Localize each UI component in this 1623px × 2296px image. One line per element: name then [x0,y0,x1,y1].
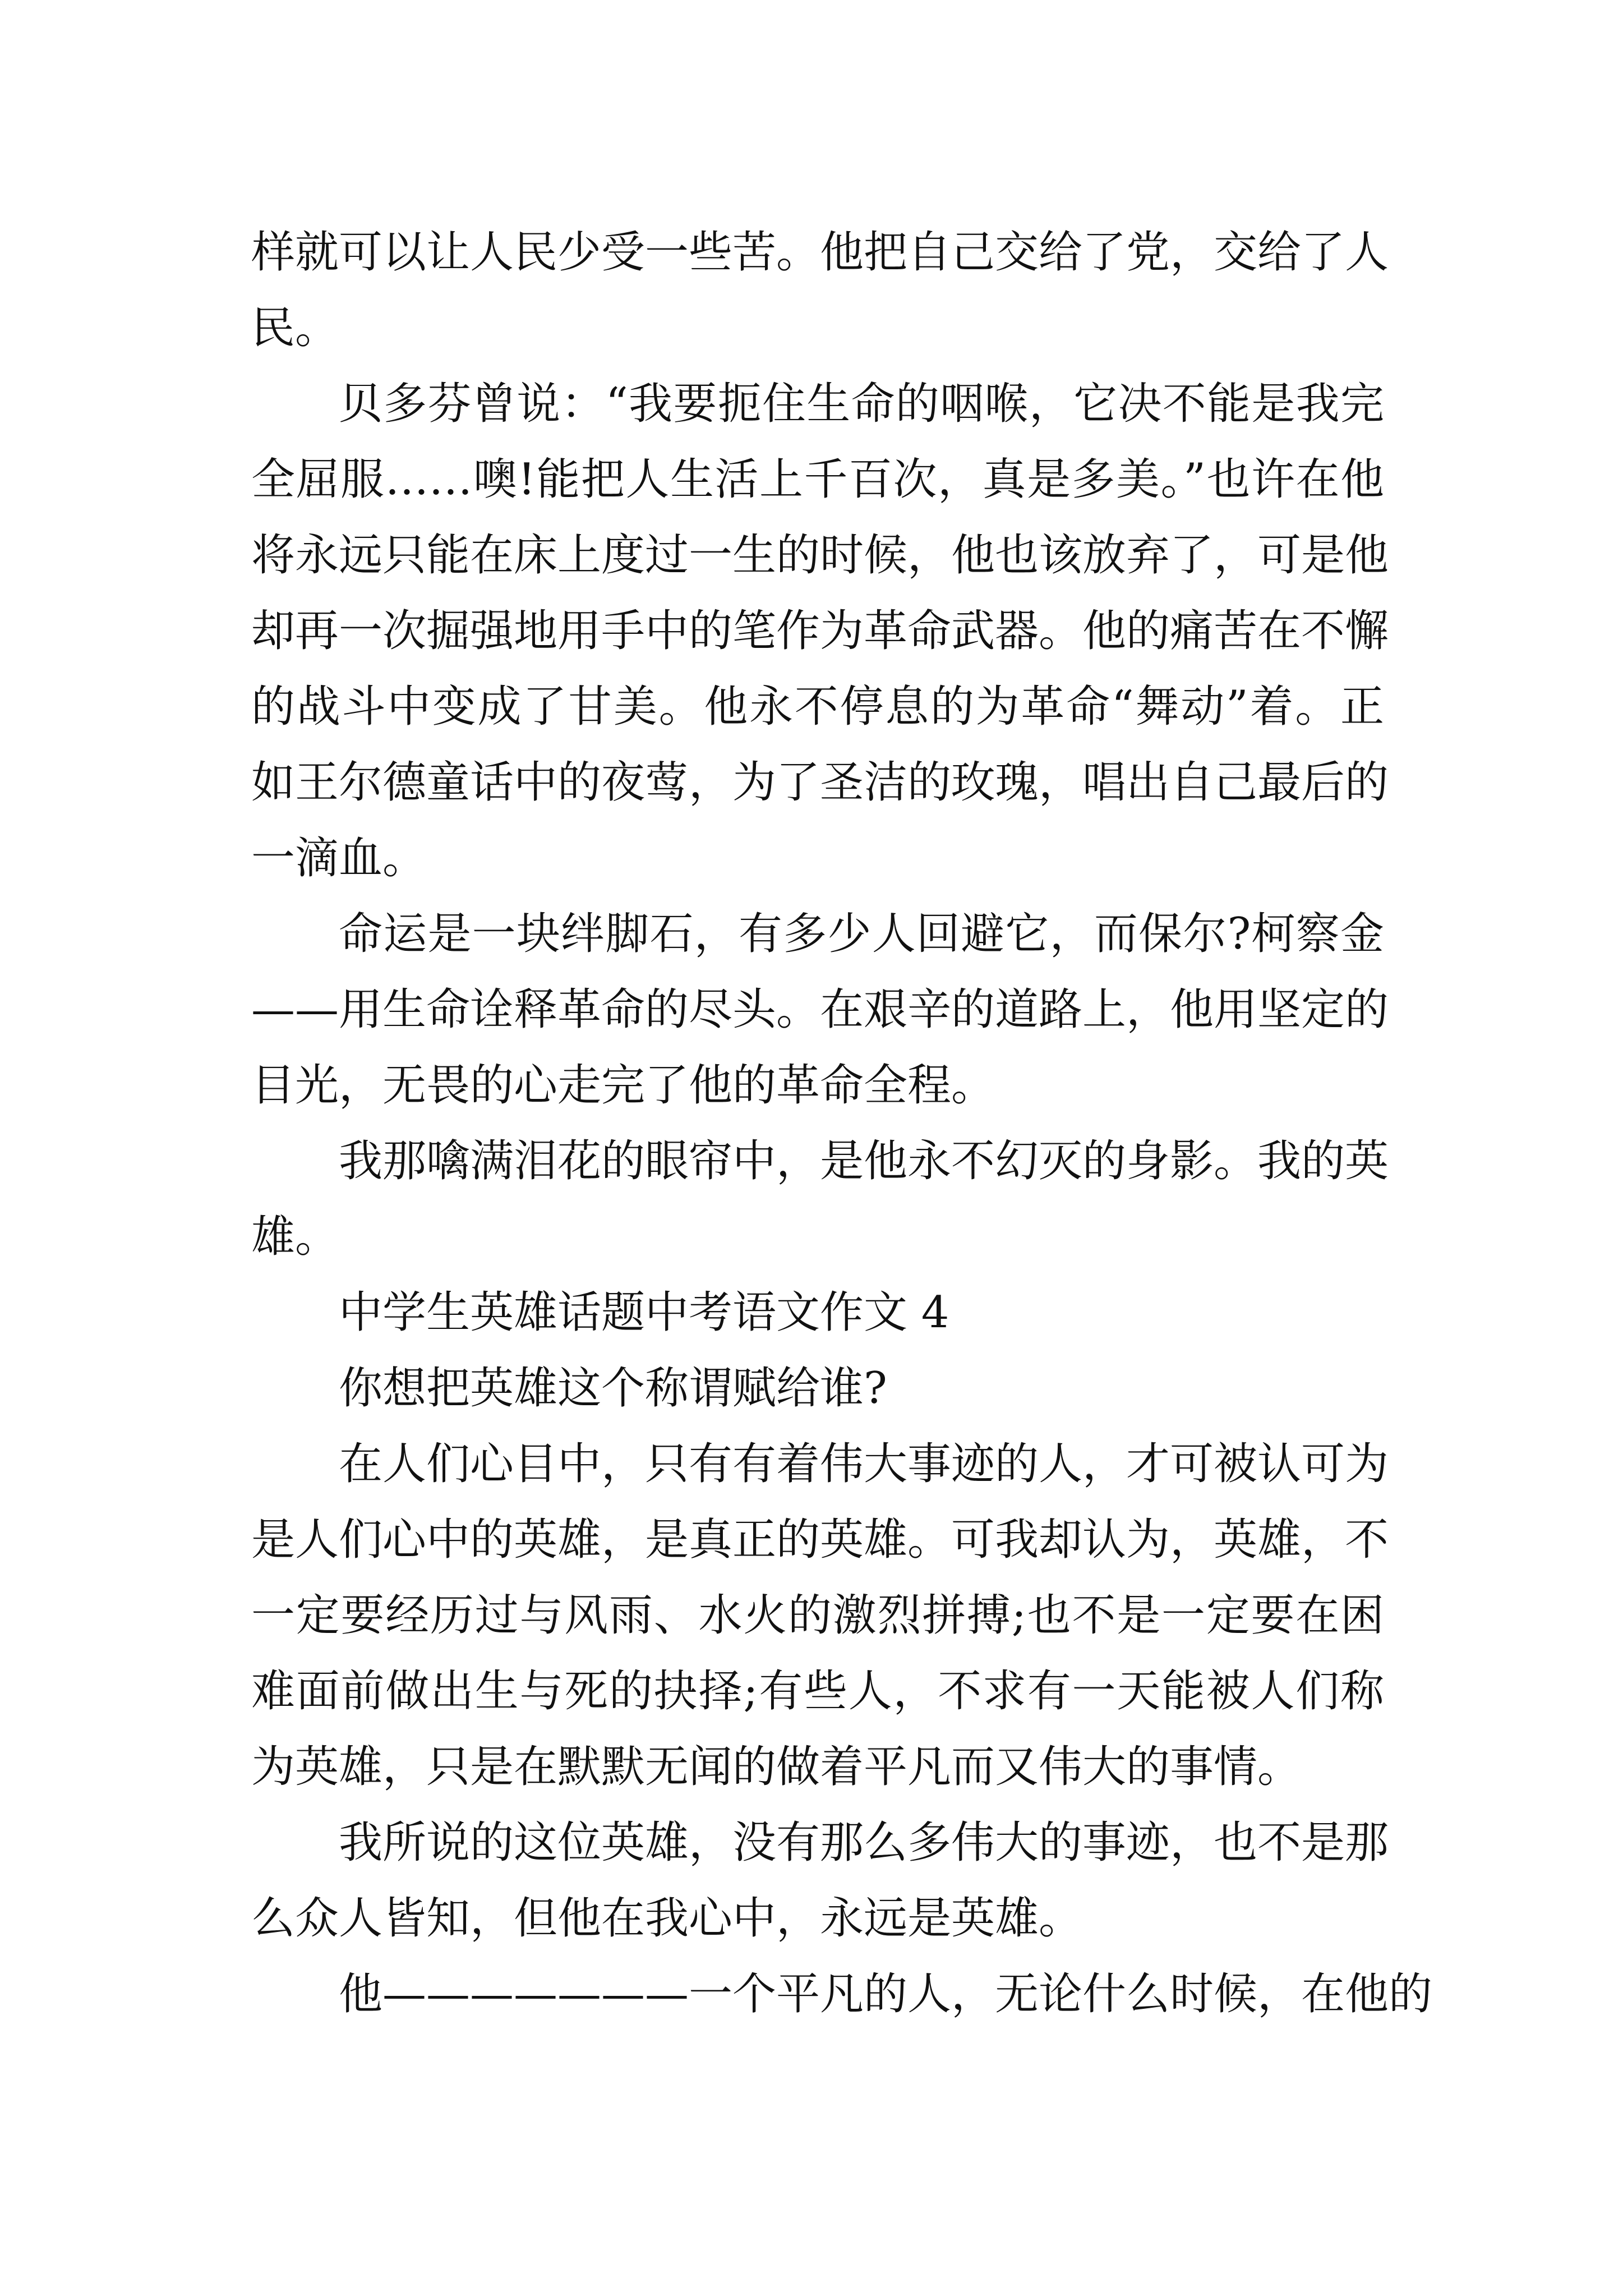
text-line: 一滴血。 [251,833,427,884]
text-line: 将永远只能在床上度过一生的时候，他也该放弃了，可是他 [251,530,1389,581]
text-line: 却再一次掘强地用手中的笔作为革命武器。他的痛苦在不懈 [251,606,1389,656]
text-line: 目光，无畏的心走完了他的革命全程。 [251,1060,995,1111]
text-line: 命运是一块绊脚石，有多少人回避它，而保尔?柯察金 [339,909,1384,959]
text-line: 是人们心中的英雄，是真正的英雄。可我却认为，英雄，不 [251,1515,1389,1565]
text-line: 我那噙满泪花的眼帘中，是他永不幻灭的身影。我的英 [339,1136,1389,1186]
text-line: 一定要经历过与风雨、水火的激烈拼搏;也不是一定要在困 [251,1590,1384,1641]
text-line: 样就可以让人民少受一些苦。他把自己交给了党，交给了人 [251,227,1389,278]
text-line: 如王尔德童话中的夜莺，为了圣洁的玫瑰，唱出自己最后的 [251,757,1389,808]
text-line: 民。 [251,303,339,353]
text-line: 的战斗中变成了甘美。他永不停息的为革命“舞动”着。正 [251,682,1384,732]
text-line: 在人们心目中，只有有着伟大事迹的人，才可被认可为 [339,1439,1389,1489]
text-line: 雄。 [251,1212,339,1262]
text-line: 为英雄，只是在默默无闻的做着平凡而又伟大的事情。 [251,1742,1302,1792]
section-heading: 中学生英雄话题中考语文作文 4 [339,1287,949,1338]
text-line: 么众人皆知，但他在我心中，永远是英雄。 [251,1893,1083,1944]
text-line: 难面前做出生与死的抉择;有些人，不求有一天能被人们称 [251,1666,1384,1717]
text-line: 我所说的这位英雄，没有那么多伟大的事迹，也不是那 [339,1818,1389,1868]
text-line: 贝多芬曾说：“我要扼住生命的咽喉，它决不能是我完 [339,379,1384,429]
text-line: 全屈服……噢!能把人生活上千百次，真是多美。”也许在他 [251,454,1384,505]
text-line: 你想把英雄这个称谓赋给谁? [339,1363,887,1414]
text-line: ——用生命诠释革命的尽头。在艰辛的道路上，他用坚定的 [251,984,1389,1035]
text-line: 他———————一个平凡的人，无论什么时候，在他的 [339,1969,1433,2019]
